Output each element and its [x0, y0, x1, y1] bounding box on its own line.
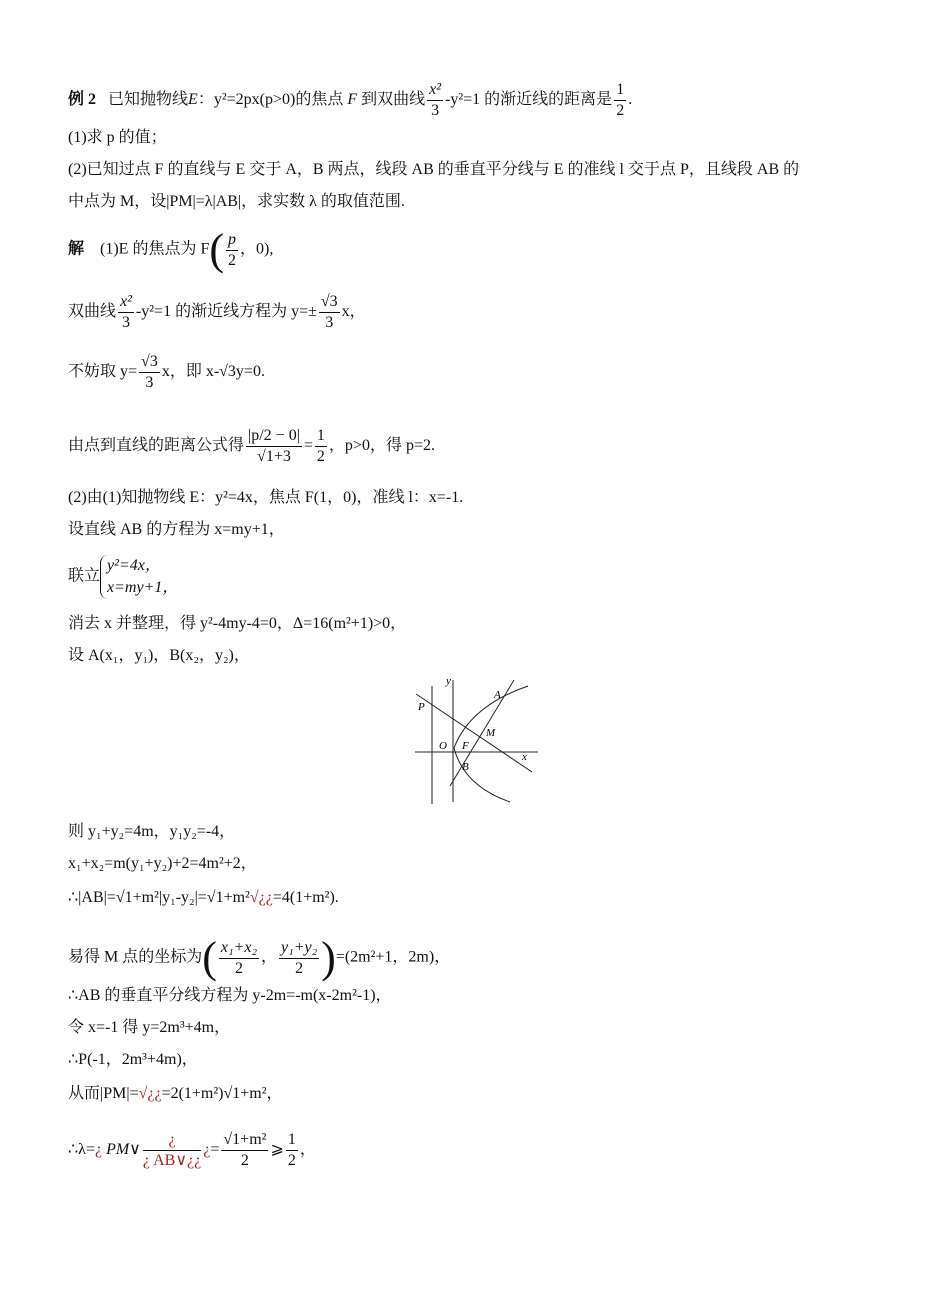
equation-system [100, 555, 178, 599]
s18-pre: ∴λ= [68, 1141, 95, 1159]
hyp-den: 3 [431, 102, 440, 119]
label-y: y [446, 676, 451, 687]
example-label: 例 2 [68, 91, 97, 109]
perpendicular-bisector [416, 694, 532, 772]
s1-tail: ，0 [240, 240, 265, 258]
s2-pre: 双曲线 [68, 303, 117, 321]
s18-ge: ⩾ [270, 1141, 284, 1159]
s13-fraction-1 [219, 938, 259, 979]
s2-den: 3 [121, 314, 130, 331]
s13-end: =(2m²+1，2m)， [335, 948, 451, 966]
stem-pre: 已知抛物线 [108, 91, 189, 109]
solution-step-10: 则 y₁+y₂=4m，y₁y₂=-4， [68, 823, 236, 840]
label-m: M [486, 727, 496, 739]
s13-pre: 易得 M 点的坐标为 [68, 948, 203, 966]
s12-end: =4(1+m²). [272, 889, 339, 906]
s1-fden: 2 [228, 251, 237, 269]
s18-garbled-fraction [143, 1130, 201, 1171]
problem-line-1 [68, 80, 632, 121]
solution-step-5: (2)由(1)知抛物线 E：y²=4x，焦点 F(1，0)，准线 l：x=-1. [68, 489, 464, 506]
solution-step-13 [68, 933, 451, 982]
solution-step-17 [68, 1084, 283, 1104]
s2-rden: 3 [325, 314, 334, 331]
hyp-num: x² [427, 80, 443, 101]
s2-mid: -y²=1 的渐近线方程为 y=± [135, 303, 317, 321]
s4-num: |p/2 − 0| [246, 426, 302, 447]
s4-eq: = [303, 437, 313, 455]
solution-step-2 [68, 292, 366, 333]
distance-fraction [246, 426, 302, 467]
solution-step-12 [68, 888, 339, 908]
s18-eq: = [210, 1141, 220, 1159]
s13-fraction-2 [279, 938, 319, 979]
label-p: P [418, 701, 425, 713]
s7-eq1: y²=4x， [107, 557, 161, 574]
stem-mid: 到双曲线 [361, 91, 426, 109]
s18-hnum: 1 [286, 1130, 298, 1151]
label-a: A [494, 689, 501, 701]
s13-d2: 2 [295, 959, 304, 977]
s17-red: √¿¿ [138, 1085, 162, 1102]
solution-step-7 [68, 555, 178, 599]
solution-step-4 [68, 426, 435, 467]
solution-step-1 [68, 225, 274, 274]
solution-step-16: ∴P(-1，2m³+4m)， [68, 1051, 198, 1068]
s13-sep: ， [261, 948, 278, 966]
s18-d: ¿ AB∨¿¿ [142, 1152, 202, 1169]
chord-ab [450, 680, 514, 786]
s3-num: √3 [139, 352, 160, 373]
half-fraction [614, 80, 626, 121]
s3-pre: 不妨取 y= [68, 363, 138, 381]
s2-num: x² [118, 292, 134, 313]
stem-cond: ：y²=2px(p>0)的焦点 [197, 91, 344, 109]
left-paren: ( [209, 225, 225, 274]
s3-den: 3 [145, 374, 154, 391]
s1-pre: (1)E 的焦点为 F [100, 240, 210, 258]
s4-hnum: 1 [315, 426, 327, 447]
s3-fraction [139, 352, 160, 393]
s12-mid: √1+m²|y₁-y₂|=√1+m² [115, 889, 250, 906]
s4-hden: 2 [316, 448, 325, 465]
solution-step-18 [68, 1130, 316, 1171]
solution-step-15: 令 x=-1 得 y=2m³+4m， [68, 1019, 231, 1036]
label-f: F [462, 740, 469, 752]
s13-left-paren: ( [202, 933, 217, 982]
s3-end: x，即 x-√3y=0. [161, 363, 265, 381]
solution-step-11: x₁+x₂=m(y₁+y₂)+2=4m²+2， [68, 855, 257, 872]
s13-n1: x₁+x₂ [219, 938, 259, 959]
s17-end: =2(1+m²)√1+m²， [161, 1085, 283, 1102]
question-1: (1)求 p 的值； [68, 129, 167, 146]
s13-d1: 2 [234, 959, 243, 977]
s1-fnum: p [226, 230, 238, 251]
stem-end: . [628, 91, 633, 109]
s2-root-fraction [319, 292, 340, 333]
solution-step-9: 设 A(x₁，y₁)，B(x₂，y₂)， [68, 647, 250, 664]
parabola-diagram [410, 676, 540, 806]
s18-hden: 2 [287, 1152, 296, 1169]
s1-end: ), [264, 240, 274, 258]
s13-n2: y₁+y₂ [279, 938, 319, 959]
s18-n: ¿ [143, 1130, 201, 1151]
half-num: 1 [614, 80, 626, 101]
solution-step-6: 设直线 AB 的方程为 x=my+1， [68, 521, 285, 538]
s4-den: √1+3 [257, 448, 291, 465]
s4-pre: 由点到直线的距离公式得 [68, 437, 245, 455]
label-x: x [522, 751, 527, 763]
s18-half-fraction [286, 1130, 298, 1171]
s13-right-paren: ) [321, 933, 336, 982]
hyperbola-fraction [427, 80, 443, 121]
solution-step-8: 消去 x 并整理，得 y²-4my-4=0，Δ=16(m²+1)>0， [68, 615, 407, 632]
label-o: O [439, 740, 447, 752]
s12-pre: ∴|AB|= [68, 889, 116, 906]
solution-step-3 [68, 352, 265, 393]
s18-end: ， [299, 1141, 316, 1159]
solution-head: 解 [68, 240, 85, 258]
s4-end: ，p>0，得 p=2. [328, 437, 435, 455]
s2-fraction [118, 292, 134, 333]
s18-r2: ¿ [203, 1141, 211, 1159]
s2-end: x， [341, 303, 366, 321]
s17-pre: 从而|PM|= [68, 1085, 139, 1102]
s18-fden: 2 [240, 1152, 249, 1169]
s18-t1: PM∨ [102, 1141, 141, 1159]
s2-rnum: √3 [319, 292, 340, 313]
label-b: B [462, 761, 469, 773]
s18-fnum: √1+m² [221, 1130, 268, 1151]
s18-fraction [221, 1130, 268, 1171]
stem-f: F [347, 91, 358, 109]
solution-step-14: ∴AB 的垂直平分线方程为 y-2m=-m(x-2m²-1)， [68, 987, 392, 1004]
question-2-line-1: (2)已知过点 F 的直线与 E 交于 A，B 两点，线段 AB 的垂直平分线与 E 的准线 l 交于点 P，且线段 AB 的 [68, 161, 800, 178]
stem-e: E [188, 91, 198, 109]
half-den: 2 [616, 102, 625, 119]
s4-half-fraction [315, 426, 327, 467]
question-2-line-2: 中点为 M，设|PM|=λ|AB|，求实数 λ 的取值范围. [68, 193, 405, 210]
hyp-tail: -y²=1 的渐近线的距离是 [445, 91, 613, 109]
p-half-fraction [226, 230, 238, 271]
s18-r1: ¿ [94, 1141, 103, 1159]
s7-eq2: x=my+1， [107, 579, 179, 596]
s12-red: √¿¿ [249, 889, 273, 906]
s7-pre: 联立 [68, 567, 101, 585]
